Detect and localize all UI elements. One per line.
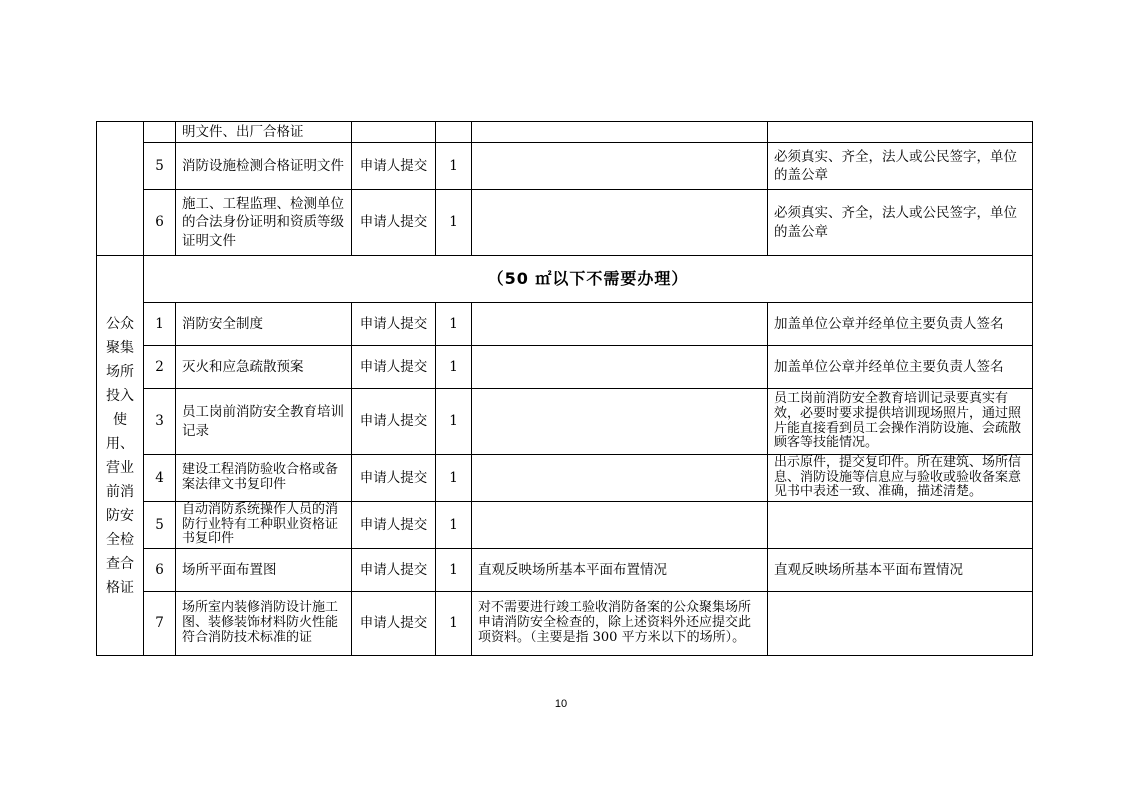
material-standard — [472, 303, 768, 346]
page-number: 10 — [554, 698, 568, 710]
material-quantity: 1 — [436, 502, 472, 549]
row-number: 4 — [144, 455, 176, 502]
table-row — [97, 346, 1033, 389]
row-number: 3 — [144, 389, 176, 455]
material-quantity — [436, 122, 472, 143]
material-quantity: 1 — [436, 303, 472, 346]
table-row — [97, 455, 1033, 502]
material-note: 直观反映场所基本平面布置情况 — [768, 549, 1033, 592]
category-cell-prev — [97, 122, 144, 256]
material-quantity: 1 — [436, 346, 472, 389]
material-standard: 直观反映场所基本平面布置情况 — [472, 549, 768, 592]
material-quantity: 1 — [436, 549, 472, 592]
material-source: 申请人提交 — [352, 502, 436, 549]
material-quantity: 1 — [436, 389, 472, 455]
material-standard: 对不需要进行竣工验收消防备案的公众聚集场所申请消防安全检查的，除上述资料外还应提交此项资料。（主要是指 300 平方米以下的场所）。 — [472, 592, 768, 656]
material-source — [352, 122, 436, 143]
table-row — [97, 122, 1033, 143]
table-row — [97, 190, 1033, 256]
material-note: 加盖单位公章并经单位主要负责人签名 — [768, 303, 1033, 346]
row-number: 1 — [144, 303, 176, 346]
row-number — [144, 122, 176, 143]
material-source: 申请人提交 — [352, 143, 436, 190]
material-standard — [472, 455, 768, 502]
material-source: 申请人提交 — [352, 190, 436, 256]
material-name: 消防安全制度 — [176, 303, 352, 346]
material-name: 明文件、出厂合格证 — [176, 122, 352, 143]
table-row — [97, 592, 1033, 656]
material-standard — [472, 389, 768, 455]
material-source: 申请人提交 — [352, 455, 436, 502]
material-name: 施工、工程监理、检测单位的合法身份证明和资质等级证明文件 — [176, 190, 352, 256]
row-number: 7 — [144, 592, 176, 656]
table-row — [97, 256, 1033, 303]
material-quantity: 1 — [436, 455, 472, 502]
material-name: 灭火和应急疏散预案 — [176, 346, 352, 389]
material-source: 申请人提交 — [352, 389, 436, 455]
material-note: 员工岗前消防安全教育培训记录要真实有效，必要时要求提供培训现场照片，通过照片能直接看到员工会操作消防设施、会疏散顾客等技能情况。 — [768, 389, 1033, 455]
material-name: 场所平面布置图 — [176, 549, 352, 592]
category-cell: 公众聚集场所投入使用、营业前消防安全检查合格证 — [97, 256, 144, 656]
material-name: 消防设施检测合格证明文件 — [176, 143, 352, 190]
material-source: 申请人提交 — [352, 549, 436, 592]
row-number: 2 — [144, 346, 176, 389]
row-number: 5 — [144, 502, 176, 549]
material-source: 申请人提交 — [352, 346, 436, 389]
row-number: 6 — [144, 549, 176, 592]
table-row — [97, 502, 1033, 549]
material-note: 出示原件，提交复印件。所在建筑、场所信息、消防设施等信息应与验收或验收备案意见书中表述一致、准确，描述清楚。 — [768, 455, 1033, 502]
material-note — [768, 502, 1033, 549]
row-number: 5 — [144, 143, 176, 190]
material-standard — [472, 143, 768, 190]
material-standard — [472, 122, 768, 143]
material-quantity: 1 — [436, 143, 472, 190]
material-quantity: 1 — [436, 592, 472, 656]
material-note: 必须真实、齐全，法人或公民签字，单位的盖公章 — [768, 143, 1033, 190]
table-row — [97, 389, 1033, 455]
material-source: 申请人提交 — [352, 303, 436, 346]
material-note: 加盖单位公章并经单位主要负责人签名 — [768, 346, 1033, 389]
material-name: 场所室内装修消防设计施工图、装修装饰材料防火性能符合消防技术标准的证 — [176, 592, 352, 656]
section-heading: （50 ㎡以下不需要办理） — [144, 256, 1033, 303]
material-note: 必须真实、齐全，法人或公民签字，单位的盖公章 — [768, 190, 1033, 256]
material-standard — [472, 346, 768, 389]
material-note — [768, 122, 1033, 143]
material-source: 申请人提交 — [352, 592, 436, 656]
table-row — [97, 303, 1033, 346]
material-note — [768, 592, 1033, 656]
table-row — [97, 549, 1033, 592]
material-standard — [472, 502, 768, 549]
material-quantity: 1 — [436, 190, 472, 256]
material-name: 建设工程消防验收合格或备案法律文书复印件 — [176, 455, 352, 502]
row-number: 6 — [144, 190, 176, 256]
table-row — [97, 143, 1033, 190]
material-name: 自动消防系统操作人员的消防行业特有工种职业资格证书复印件 — [176, 502, 352, 549]
material-name: 员工岗前消防安全教育培训记录 — [176, 389, 352, 455]
material-standard — [472, 190, 768, 256]
materials-table — [96, 121, 1033, 656]
